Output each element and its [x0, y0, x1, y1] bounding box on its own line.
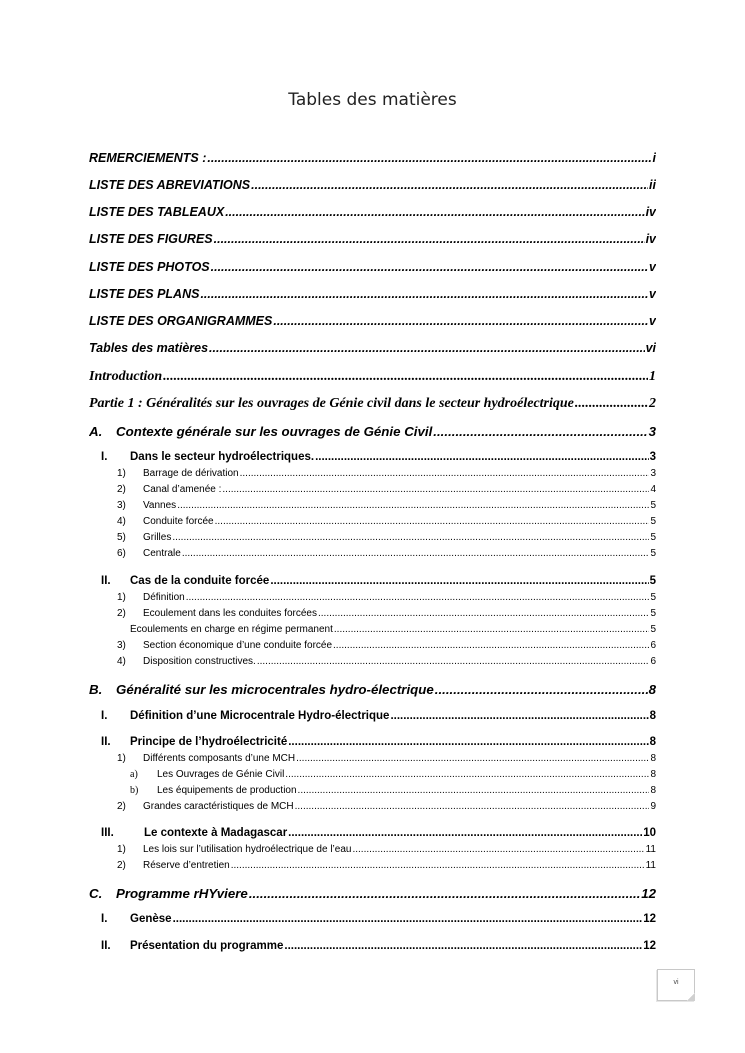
toc-entry-label: Section économique d’une conduite forcée: [143, 640, 333, 651]
toc-entry-number: II.: [101, 575, 111, 587]
toc-entry-liste-abreviations[interactable]: [89, 178, 656, 192]
toc-entry-page: iv: [645, 232, 656, 246]
toc-entry-page: 10: [643, 827, 656, 839]
toc-entry-partie-1[interactable]: [89, 396, 656, 412]
toc-entry-label: Définition d’une Microcentrale Hydro-électrique: [130, 710, 390, 722]
toc-entry-label: Généralité sur les microcentrales hydro-électrique: [116, 682, 434, 697]
toc-entry-page: 5: [649, 575, 656, 587]
toc-entry-number: 1): [117, 592, 126, 603]
toc-chapter-c[interactable]: [89, 886, 656, 901]
toc-entry-label: Disposition constructives.: [143, 656, 256, 667]
toc-entry-liste-tableaux[interactable]: [89, 205, 656, 219]
page-number: vi: [673, 979, 679, 986]
toc-chapter-a[interactable]: [89, 424, 656, 439]
toc-section-b-ii[interactable]: [101, 736, 656, 748]
toc-entry-label: LISTE DES FIGURES: [89, 232, 213, 246]
toc-subsection[interactable]: [117, 548, 656, 559]
toc-entry-number: I.: [101, 913, 108, 925]
toc-entry-page: 3: [650, 468, 656, 479]
dot-leader: [207, 151, 651, 165]
toc-entry-label: Vannes: [143, 500, 177, 511]
toc-entry-label: Canal d’amenée :: [143, 484, 222, 495]
toc-subsection[interactable]: [117, 500, 656, 511]
dot-leader: [240, 468, 650, 479]
toc-entry-label: Partie 1 : Généralités sur les ouvrages de Génie civil dans le secteur hydroélectrique: [89, 396, 574, 411]
toc-entry-label: LISTE DES PLANS: [89, 287, 200, 301]
toc-entry-number: II.: [101, 940, 111, 952]
toc-entry-number: 2): [117, 801, 126, 812]
toc-entry-number: B.: [89, 682, 103, 697]
dot-leader: [575, 396, 648, 412]
toc-entry-label: LISTE DES PHOTOS: [89, 260, 210, 274]
toc-subsection[interactable]: [117, 753, 656, 764]
dot-leader: [315, 451, 649, 463]
toc-entry-number: 6): [117, 548, 126, 559]
toc-entry-number: 3): [117, 640, 126, 651]
toc-subsection[interactable]: [117, 640, 656, 651]
toc-entry-page: 8: [650, 785, 656, 796]
dot-leader: [390, 710, 648, 722]
dot-leader: [334, 624, 650, 635]
toc-entry-introduction[interactable]: [89, 369, 656, 385]
toc-subsection[interactable]: [117, 592, 656, 603]
toc-entry-page: 4: [650, 484, 656, 495]
toc-subsection[interactable]: [117, 468, 656, 479]
dot-leader: [209, 341, 645, 355]
dot-leader: [285, 769, 649, 780]
dot-leader: [211, 260, 648, 274]
dot-leader: [231, 860, 645, 871]
toc-entry-number: 1): [117, 753, 126, 764]
dot-leader: [270, 575, 648, 587]
dot-leader: [163, 369, 648, 385]
dot-leader: [352, 844, 644, 855]
toc-entry-page: 8: [648, 682, 656, 697]
dot-leader: [225, 205, 644, 219]
page-title: Tables des matières: [288, 90, 457, 110]
dot-leader: [200, 287, 648, 301]
toc-entry-label: Contexte générale sur les ouvrages de Génie Civil: [116, 424, 433, 439]
dot-leader: [182, 548, 650, 559]
toc-entry-label: REMERCIEMENTS :: [89, 151, 207, 165]
toc-entry-page: 1: [649, 369, 656, 384]
toc-entry-label: Grandes caractéristiques de MCH: [143, 801, 294, 812]
toc-entry-label: Réserve d’entretien: [143, 860, 230, 871]
toc-entry-page: v: [649, 287, 656, 301]
toc-entry-label: LISTE DES ABREVIATIONS: [89, 178, 251, 192]
toc-subsection[interactable]: [117, 656, 656, 667]
toc-entry-page: iv: [645, 205, 656, 219]
toc-entry-page: 8: [650, 753, 656, 764]
toc-entry-number: 1): [117, 844, 126, 855]
toc-entry-number: I.: [101, 451, 108, 463]
toc-entry-page: 9: [650, 801, 656, 812]
toc-entry-number: 2): [117, 484, 126, 495]
dot-leader: [298, 785, 650, 796]
dot-leader: [333, 640, 649, 651]
toc-entry-number: a): [130, 769, 138, 780]
toc-entry-page: ii: [649, 178, 656, 192]
toc-entry-page: 8: [649, 710, 656, 722]
toc-entry-page: 11: [645, 860, 656, 871]
toc-entry-page: 8: [650, 769, 656, 780]
toc-entry-label: LISTE DES ORGANIGRAMMES: [89, 314, 273, 328]
toc-entry-liste-figures[interactable]: [89, 232, 656, 246]
toc-entry-number: 3): [117, 500, 126, 511]
toc-section-b-i[interactable]: [101, 710, 656, 722]
toc-entry-label: Genèse: [130, 913, 172, 925]
dot-leader: [288, 827, 642, 839]
toc-subsection-unnumbered[interactable]: [130, 624, 656, 635]
toc-entry-page: i: [652, 151, 656, 165]
toc-entry-number: 5): [117, 532, 126, 543]
dot-leader: [273, 314, 648, 328]
dot-leader: [284, 940, 642, 952]
toc-entry-number: 4): [117, 516, 126, 527]
toc-entry-page: 8: [649, 736, 656, 748]
toc-subsection[interactable]: [117, 608, 656, 619]
toc-entry-label: Cas de la conduite forcée: [130, 575, 270, 587]
toc-entry-remerciements[interactable]: [89, 151, 656, 165]
dot-leader: [177, 500, 649, 511]
toc-entry-page: 5: [650, 548, 656, 559]
dot-leader: [173, 913, 643, 925]
toc-section-c-i[interactable]: [101, 913, 656, 925]
toc-entry-tables-matieres[interactable]: [89, 341, 656, 355]
toc-entry-label: Barrage de dérivation: [143, 468, 239, 479]
toc-entry-page: 11: [645, 844, 656, 855]
toc-entry-label: Principe de l’hydroélectricité: [130, 736, 288, 748]
toc-entry-label: Les équipements de production: [157, 785, 297, 796]
dot-leader: [296, 753, 649, 764]
toc-entry-label: Dans le secteur hydroélectriques.: [130, 451, 315, 463]
toc-entry-label: Programme rHYviere: [116, 886, 248, 901]
toc-section-b-iii[interactable]: [101, 827, 656, 839]
toc-entry-label: Ecoulement dans les conduites forcées: [143, 608, 317, 619]
dot-leader: [251, 178, 648, 192]
dot-leader: [257, 656, 650, 667]
toc-entry-number: 2): [117, 860, 126, 871]
dot-leader: [249, 886, 640, 901]
toc-subsection[interactable]: [117, 484, 656, 495]
toc-entry-page: 5: [650, 608, 656, 619]
toc-entry-number: III.: [101, 827, 114, 839]
toc-entry-page: 2: [649, 396, 656, 411]
toc-entry-page: 5: [650, 500, 656, 511]
toc-entry-number: II.: [101, 736, 111, 748]
toc-section-a-i[interactable]: [101, 451, 656, 463]
toc-section-c-ii[interactable]: [101, 940, 656, 952]
toc-entry-label: Définition: [143, 592, 185, 603]
toc-entry-label: Introduction: [89, 369, 163, 384]
dot-leader: [435, 682, 648, 697]
toc-entry-label: Conduite forcée: [143, 516, 214, 527]
toc-subsubsection[interactable]: [130, 785, 656, 796]
toc-subsection[interactable]: [117, 860, 656, 871]
dot-leader: [214, 232, 645, 246]
dot-leader: [295, 801, 650, 812]
toc-entry-number: b): [130, 785, 139, 796]
toc-entry-page: 5: [650, 624, 656, 635]
toc-entry-liste-plans[interactable]: [89, 287, 656, 301]
toc-entry-label: Écoulements en charge en régime permanent: [130, 624, 333, 635]
toc-entry-page: 12: [643, 913, 656, 925]
toc-subsection[interactable]: [117, 532, 656, 543]
toc-entry-page: 12: [641, 886, 656, 901]
toc-entry-label: Présentation du programme: [130, 940, 284, 952]
toc-entry-label: Tables des matières: [89, 341, 209, 355]
folded-corner-icon: [687, 993, 695, 1001]
toc-entry-page: v: [649, 314, 656, 328]
toc-entry-number: C.: [89, 886, 103, 901]
toc-subsubsection[interactable]: [130, 769, 656, 780]
toc-entry-label: Centrale: [143, 548, 181, 559]
toc-entry-page: 5: [650, 532, 656, 543]
toc-subsection[interactable]: [117, 516, 656, 527]
toc-entry-page: 12: [643, 940, 656, 952]
toc-entry-label: Grilles: [143, 532, 172, 543]
page-number-box: [657, 969, 695, 1001]
toc-entry-label: Le contexte à Madagascar: [144, 827, 288, 839]
toc-subsection[interactable]: [117, 801, 656, 812]
toc-entry-label: Les lois sur l’utilisation hydroélectrique de l’eau: [143, 844, 352, 855]
toc-entry-label: Différents composants d’une MCH: [143, 753, 296, 764]
toc-entry-liste-organigrammes[interactable]: [89, 314, 656, 328]
toc-entry-liste-photos[interactable]: [89, 260, 656, 274]
toc-entry-page: 3: [649, 451, 656, 463]
dot-leader: [172, 532, 649, 543]
dot-leader: [186, 592, 650, 603]
toc-entry-label: Les Ouvrages de Génie Civil: [157, 769, 285, 780]
toc-entry-page: 6: [650, 656, 656, 667]
toc-entry-page: 5: [650, 592, 656, 603]
toc-entry-page: v: [649, 260, 656, 274]
toc-entry-number: I.: [101, 710, 108, 722]
dot-leader: [318, 608, 649, 619]
toc-entry-page: 6: [650, 640, 656, 651]
dot-leader: [215, 516, 650, 527]
dot-leader: [433, 424, 647, 439]
toc-entry-label: LISTE DES TABLEAUX: [89, 205, 225, 219]
toc-entry-page: 5: [650, 516, 656, 527]
toc-subsection[interactable]: [117, 844, 656, 855]
toc-entry-page: vi: [645, 341, 656, 355]
toc-entry-number: 2): [117, 608, 126, 619]
dot-leader: [288, 736, 648, 748]
toc-entry-number: 1): [117, 468, 126, 479]
toc-entry-number: 4): [117, 656, 126, 667]
dot-leader: [222, 484, 649, 495]
toc-entry-number: A.: [89, 424, 103, 439]
toc-entry-page: 3: [648, 424, 656, 439]
toc-chapter-b[interactable]: [89, 682, 656, 697]
toc-section-a-ii[interactable]: [101, 575, 656, 587]
